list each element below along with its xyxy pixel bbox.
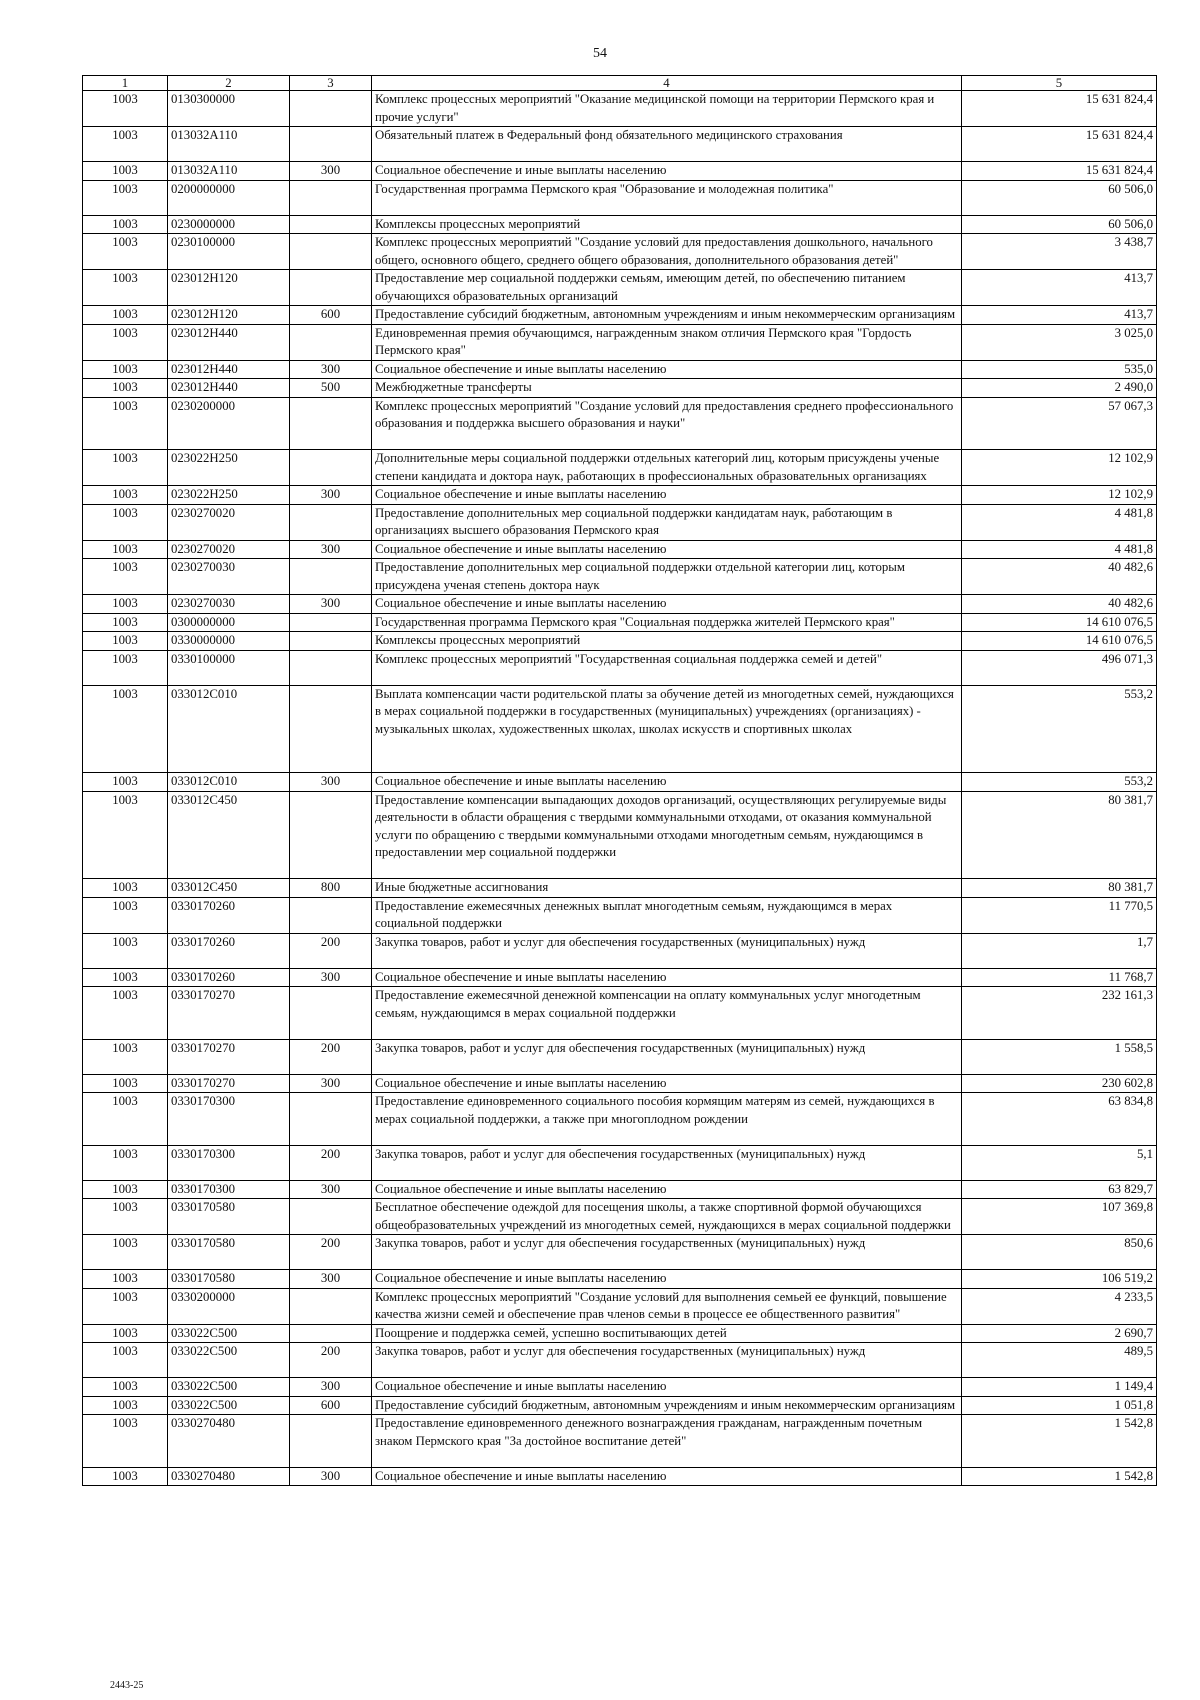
target-code-cell: 0330270480 xyxy=(168,1467,290,1486)
amount-cell: 14 610 076,5 xyxy=(962,632,1157,651)
amount-cell: 232 161,3 xyxy=(962,987,1157,1040)
description-cell: Комплекс процессных мероприятий "Оказание медицинской помощи на территории Пермского края и прочие услуги" xyxy=(372,91,962,127)
table-header-row xyxy=(83,76,1157,91)
table-row xyxy=(83,1343,1157,1378)
expense-type-cell xyxy=(290,324,372,360)
section-code-cell: 1003 xyxy=(83,650,168,685)
target-code-cell: 023022Н250 xyxy=(168,486,290,505)
target-code-cell: 013032А110 xyxy=(168,127,290,162)
target-code-cell: 0300000000 xyxy=(168,613,290,632)
description-cell: Предоставление единовременного денежного вознаграждения гражданам, награжденным почетным знаком Пермского края "За достойное воспитание детей" xyxy=(372,1415,962,1468)
target-code-cell: 023012Н440 xyxy=(168,360,290,379)
section-code-cell: 1003 xyxy=(83,1145,168,1180)
description-cell: Закупка товаров, работ и услуг для обеспечения государственных (муниципальных) нужд xyxy=(372,1343,962,1378)
target-code-cell: 023012Н120 xyxy=(168,270,290,306)
expense-type-cell xyxy=(290,91,372,127)
expense-type-cell xyxy=(290,397,372,450)
target-code-cell: 0330170580 xyxy=(168,1270,290,1289)
target-code-cell: 0330170300 xyxy=(168,1145,290,1180)
amount-cell: 413,7 xyxy=(962,270,1157,306)
section-code-cell: 1003 xyxy=(83,1074,168,1093)
section-code-cell: 1003 xyxy=(83,1324,168,1343)
target-code-cell: 033022С500 xyxy=(168,1378,290,1397)
target-code-cell: 0230270030 xyxy=(168,595,290,614)
amount-cell: 3 438,7 xyxy=(962,234,1157,270)
description-cell: Поощрение и поддержка семей, успешно воспитывающих детей xyxy=(372,1324,962,1343)
section-code-cell: 1003 xyxy=(83,1343,168,1378)
amount-cell: 535,0 xyxy=(962,360,1157,379)
description-cell: Социальное обеспечение и иные выплаты населению xyxy=(372,773,962,792)
table-row xyxy=(83,1467,1157,1486)
amount-cell: 12 102,9 xyxy=(962,450,1157,486)
table-row xyxy=(83,360,1157,379)
expense-type-cell: 300 xyxy=(290,1074,372,1093)
description-cell: Государственная программа Пермского края "Социальная поддержка жителей Пермского края" xyxy=(372,613,962,632)
section-code-cell: 1003 xyxy=(83,613,168,632)
target-code-cell: 0230000000 xyxy=(168,215,290,234)
expense-type-cell: 300 xyxy=(290,1180,372,1199)
section-code-cell: 1003 xyxy=(83,127,168,162)
section-code-cell: 1003 xyxy=(83,1467,168,1486)
target-code-cell: 0230100000 xyxy=(168,234,290,270)
expense-type-cell xyxy=(290,1199,372,1235)
expense-type-cell xyxy=(290,897,372,933)
table-row xyxy=(83,1378,1157,1397)
expense-type-cell xyxy=(290,685,372,773)
description-cell: Социальное обеспечение и иные выплаты населению xyxy=(372,360,962,379)
section-code-cell: 1003 xyxy=(83,559,168,595)
section-code-cell: 1003 xyxy=(83,595,168,614)
amount-cell: 496 071,3 xyxy=(962,650,1157,685)
expense-type-cell: 300 xyxy=(290,486,372,505)
target-code-cell: 0200000000 xyxy=(168,180,290,215)
section-code-cell: 1003 xyxy=(83,632,168,651)
expense-type-cell: 300 xyxy=(290,360,372,379)
table-row xyxy=(83,1235,1157,1270)
expense-type-cell: 300 xyxy=(290,162,372,181)
target-code-cell: 033012С010 xyxy=(168,773,290,792)
amount-cell: 489,5 xyxy=(962,1343,1157,1378)
amount-cell: 553,2 xyxy=(962,685,1157,773)
expense-type-cell xyxy=(290,180,372,215)
amount-cell: 413,7 xyxy=(962,306,1157,325)
target-code-cell: 033012С450 xyxy=(168,791,290,879)
description-cell: Социальное обеспечение и иные выплаты населению xyxy=(372,1378,962,1397)
target-code-cell: 0330170260 xyxy=(168,933,290,968)
amount-cell: 60 506,0 xyxy=(962,180,1157,215)
section-code-cell: 1003 xyxy=(83,215,168,234)
amount-cell: 11 770,5 xyxy=(962,897,1157,933)
description-cell: Комплекс процессных мероприятий "Создание условий для предоставления дошкольного, начального общего, основного общего, среднего общего образования, дополнительного образования детей" xyxy=(372,234,962,270)
footer-code: 2443-25 xyxy=(110,1680,144,1691)
section-code-cell: 1003 xyxy=(83,773,168,792)
amount-cell: 1 558,5 xyxy=(962,1039,1157,1074)
expense-type-cell xyxy=(290,270,372,306)
description-cell: Предоставление дополнительных мер социальной поддержки отдельной категории лиц, которым присуждена ученая степень доктора наук xyxy=(372,559,962,595)
page-number: 54 xyxy=(593,46,607,61)
description-cell: Комплекс процессных мероприятий "Создание условий для выполнения семьей ее функций, повышение качества жизни семей и обеспечение прав членов семьи в процессе ее общественного развития" xyxy=(372,1288,962,1324)
table-row xyxy=(83,270,1157,306)
table-row xyxy=(83,968,1157,987)
target-code-cell: 0330170270 xyxy=(168,1074,290,1093)
description-cell: Закупка товаров, работ и услуг для обеспечения государственных (муниципальных) нужд xyxy=(372,1145,962,1180)
table-row xyxy=(83,162,1157,181)
section-code-cell: 1003 xyxy=(83,162,168,181)
amount-cell: 850,6 xyxy=(962,1235,1157,1270)
description-cell: Социальное обеспечение и иные выплаты населению xyxy=(372,162,962,181)
section-code-cell: 1003 xyxy=(83,1396,168,1415)
amount-cell: 5,1 xyxy=(962,1145,1157,1180)
description-cell: Закупка товаров, работ и услуг для обеспечения государственных (муниципальных) нужд xyxy=(372,1039,962,1074)
description-cell: Межбюджетные трансферты xyxy=(372,379,962,398)
amount-cell: 1 542,8 xyxy=(962,1467,1157,1486)
amount-cell: 15 631 824,4 xyxy=(962,91,1157,127)
description-cell: Социальное обеспечение и иные выплаты населению xyxy=(372,1467,962,1486)
expense-type-cell xyxy=(290,450,372,486)
target-code-cell: 0330170580 xyxy=(168,1235,290,1270)
target-code-cell: 023012Н440 xyxy=(168,324,290,360)
description-cell: Бесплатное обеспечение одеждой для посещения школы, а также спортивной формой обучающихся общеобразовательных учреждений из многодетных семей, нуждающихся в мерах социальной поддержки xyxy=(372,1199,962,1235)
section-code-cell: 1003 xyxy=(83,1378,168,1397)
description-cell: Государственная программа Пермского края "Образование и молодежная политика" xyxy=(372,180,962,215)
section-code-cell: 1003 xyxy=(83,270,168,306)
section-code-cell: 1003 xyxy=(83,1199,168,1235)
amount-cell: 11 768,7 xyxy=(962,968,1157,987)
expense-type-cell: 800 xyxy=(290,879,372,898)
target-code-cell: 033022С500 xyxy=(168,1343,290,1378)
table-row xyxy=(83,933,1157,968)
description-cell: Обязательный платеж в Федеральный фонд обязательного медицинского страхования xyxy=(372,127,962,162)
description-cell: Комплекс процессных мероприятий "Государственная социальная поддержка семей и детей" xyxy=(372,650,962,685)
expense-type-cell xyxy=(290,987,372,1040)
target-code-cell: 0230270030 xyxy=(168,559,290,595)
description-cell: Предоставление ежемесячных денежных выплат многодетным семьям, нуждающимся в мерах социальной поддержки xyxy=(372,897,962,933)
description-cell: Закупка товаров, работ и услуг для обеспечения государственных (муниципальных) нужд xyxy=(372,933,962,968)
table-row xyxy=(83,1199,1157,1235)
section-code-cell: 1003 xyxy=(83,450,168,486)
table-row xyxy=(83,1396,1157,1415)
table-row xyxy=(83,632,1157,651)
expense-type-cell: 500 xyxy=(290,379,372,398)
expense-type-cell: 200 xyxy=(290,1343,372,1378)
target-code-cell: 033012С010 xyxy=(168,685,290,773)
table-row xyxy=(83,595,1157,614)
amount-cell: 80 381,7 xyxy=(962,791,1157,879)
amount-cell: 12 102,9 xyxy=(962,486,1157,505)
description-cell: Предоставление ежемесячной денежной компенсации на оплату коммунальных услуг многодетным семьям, нуждающимся в мерах социальной поддержки xyxy=(372,987,962,1040)
target-code-cell: 0330000000 xyxy=(168,632,290,651)
section-code-cell: 1003 xyxy=(83,897,168,933)
section-code-cell: 1003 xyxy=(83,324,168,360)
table-row xyxy=(83,324,1157,360)
amount-cell: 2 490,0 xyxy=(962,379,1157,398)
description-cell: Иные бюджетные ассигнования xyxy=(372,879,962,898)
table-row xyxy=(83,773,1157,792)
section-code-cell: 1003 xyxy=(83,540,168,559)
target-code-cell: 023022Н250 xyxy=(168,450,290,486)
section-code-cell: 1003 xyxy=(83,1093,168,1146)
expense-type-cell: 300 xyxy=(290,595,372,614)
section-code-cell: 1003 xyxy=(83,791,168,879)
amount-cell: 15 631 824,4 xyxy=(962,127,1157,162)
table-row xyxy=(83,650,1157,685)
section-code-cell: 1003 xyxy=(83,234,168,270)
section-code-cell: 1003 xyxy=(83,360,168,379)
table-row xyxy=(83,1180,1157,1199)
description-cell: Социальное обеспечение и иные выплаты населению xyxy=(372,540,962,559)
section-code-cell: 1003 xyxy=(83,1235,168,1270)
expense-type-cell xyxy=(290,234,372,270)
amount-cell: 106 519,2 xyxy=(962,1270,1157,1289)
section-code-cell: 1003 xyxy=(83,1415,168,1468)
description-cell: Социальное обеспечение и иные выплаты населению xyxy=(372,595,962,614)
target-code-cell: 0230200000 xyxy=(168,397,290,450)
table-row xyxy=(83,879,1157,898)
table-row xyxy=(83,91,1157,127)
description-cell: Социальное обеспечение и иные выплаты населению xyxy=(372,968,962,987)
target-code-cell: 0330100000 xyxy=(168,650,290,685)
target-code-cell: 0330170300 xyxy=(168,1093,290,1146)
amount-cell: 1 149,4 xyxy=(962,1378,1157,1397)
amount-cell: 15 631 824,4 xyxy=(962,162,1157,181)
expense-type-cell: 300 xyxy=(290,1270,372,1289)
description-cell: Предоставление субсидий бюджетным, автономным учреждениям и иным некоммерческим организациям xyxy=(372,306,962,325)
table-row xyxy=(83,234,1157,270)
description-cell: Предоставление дополнительных мер социальной поддержки кандидатам наук, работающим в организациях высшего образования Пермского края xyxy=(372,504,962,540)
target-code-cell: 033012С450 xyxy=(168,879,290,898)
target-code-cell: 0330170300 xyxy=(168,1180,290,1199)
section-code-cell: 1003 xyxy=(83,968,168,987)
section-code-cell: 1003 xyxy=(83,1288,168,1324)
amount-cell: 14 610 076,5 xyxy=(962,613,1157,632)
expense-type-cell: 300 xyxy=(290,968,372,987)
description-cell: Социальное обеспечение и иные выплаты населению xyxy=(372,486,962,505)
header-col-5: 5 xyxy=(962,76,1157,91)
expense-type-cell xyxy=(290,650,372,685)
budget-table xyxy=(82,75,1157,1486)
target-code-cell: 0330170580 xyxy=(168,1199,290,1235)
table-body xyxy=(83,91,1157,1486)
description-cell: Социальное обеспечение и иные выплаты населению xyxy=(372,1180,962,1199)
description-cell: Комплексы процессных мероприятий xyxy=(372,632,962,651)
section-code-cell: 1003 xyxy=(83,879,168,898)
description-cell: Закупка товаров, работ и услуг для обеспечения государственных (муниципальных) нужд xyxy=(372,1235,962,1270)
expense-type-cell: 300 xyxy=(290,773,372,792)
table-row xyxy=(83,379,1157,398)
expense-type-cell xyxy=(290,1415,372,1468)
table-row xyxy=(83,306,1157,325)
expense-type-cell: 300 xyxy=(290,1467,372,1486)
amount-cell: 4 481,8 xyxy=(962,504,1157,540)
amount-cell: 63 834,8 xyxy=(962,1093,1157,1146)
table-row xyxy=(83,1288,1157,1324)
table-row xyxy=(83,897,1157,933)
section-code-cell: 1003 xyxy=(83,486,168,505)
expense-type-cell: 600 xyxy=(290,1396,372,1415)
expense-type-cell: 300 xyxy=(290,540,372,559)
table-row xyxy=(83,1074,1157,1093)
table-row xyxy=(83,1145,1157,1180)
section-code-cell: 1003 xyxy=(83,504,168,540)
expense-type-cell xyxy=(290,1093,372,1146)
expense-type-cell xyxy=(290,791,372,879)
description-cell: Единовременная премия обучающимся, награжденным знаком отличия Пермского края "Гордость Пермского края" xyxy=(372,324,962,360)
section-code-cell: 1003 xyxy=(83,1039,168,1074)
target-code-cell: 0330170270 xyxy=(168,1039,290,1074)
amount-cell: 230 602,8 xyxy=(962,1074,1157,1093)
target-code-cell: 023012Н120 xyxy=(168,306,290,325)
expense-type-cell xyxy=(290,1288,372,1324)
target-code-cell: 0130300000 xyxy=(168,91,290,127)
expense-type-cell xyxy=(290,632,372,651)
expense-type-cell xyxy=(290,613,372,632)
section-code-cell: 1003 xyxy=(83,933,168,968)
description-cell: Предоставление мер социальной поддержки семьям, имеющим детей, по обеспечению питанием обучающихся образовательных организаций xyxy=(372,270,962,306)
amount-cell: 60 506,0 xyxy=(962,215,1157,234)
table-row xyxy=(83,180,1157,215)
amount-cell: 107 369,8 xyxy=(962,1199,1157,1235)
amount-cell: 2 690,7 xyxy=(962,1324,1157,1343)
table-row xyxy=(83,1415,1157,1468)
section-code-cell: 1003 xyxy=(83,987,168,1040)
amount-cell: 57 067,3 xyxy=(962,397,1157,450)
amount-cell: 63 829,7 xyxy=(962,1180,1157,1199)
amount-cell: 80 381,7 xyxy=(962,879,1157,898)
description-cell: Предоставление единовременного социального пособия кормящим матерям из семей, нуждающихся в мерах социальной поддержки, а также при многоплодном рождении xyxy=(372,1093,962,1146)
header-col-4: 4 xyxy=(372,76,962,91)
table-row xyxy=(83,987,1157,1040)
table-row xyxy=(83,450,1157,486)
table-row xyxy=(83,215,1157,234)
table-row xyxy=(83,791,1157,879)
target-code-cell: 013032А110 xyxy=(168,162,290,181)
amount-cell: 1 542,8 xyxy=(962,1415,1157,1468)
table-row xyxy=(83,127,1157,162)
table-row xyxy=(83,559,1157,595)
description-cell: Социальное обеспечение и иные выплаты населению xyxy=(372,1270,962,1289)
target-code-cell: 0330170260 xyxy=(168,897,290,933)
table-row xyxy=(83,397,1157,450)
table-row xyxy=(83,486,1157,505)
expense-type-cell xyxy=(290,127,372,162)
target-code-cell: 033022С500 xyxy=(168,1324,290,1343)
amount-cell: 4 481,8 xyxy=(962,540,1157,559)
expense-type-cell xyxy=(290,215,372,234)
target-code-cell: 0330170270 xyxy=(168,987,290,1040)
target-code-cell: 033022С500 xyxy=(168,1396,290,1415)
description-cell: Комплекс процессных мероприятий "Создание условий для предоставления среднего профессионального образования и поддержка высшего образования и науки" xyxy=(372,397,962,450)
header-col-2: 2 xyxy=(168,76,290,91)
table-row xyxy=(83,1270,1157,1289)
amount-cell: 553,2 xyxy=(962,773,1157,792)
section-code-cell: 1003 xyxy=(83,397,168,450)
description-cell: Социальное обеспечение и иные выплаты населению xyxy=(372,1074,962,1093)
table-row xyxy=(83,1324,1157,1343)
expense-type-cell: 200 xyxy=(290,1145,372,1180)
target-code-cell: 0230270020 xyxy=(168,504,290,540)
section-code-cell: 1003 xyxy=(83,180,168,215)
section-code-cell: 1003 xyxy=(83,379,168,398)
table-row xyxy=(83,1093,1157,1146)
expense-type-cell xyxy=(290,1324,372,1343)
expense-type-cell: 200 xyxy=(290,933,372,968)
target-code-cell: 0330200000 xyxy=(168,1288,290,1324)
expense-type-cell xyxy=(290,559,372,595)
amount-cell: 1,7 xyxy=(962,933,1157,968)
expense-type-cell xyxy=(290,504,372,540)
amount-cell: 3 025,0 xyxy=(962,324,1157,360)
amount-cell: 40 482,6 xyxy=(962,559,1157,595)
amount-cell: 4 233,5 xyxy=(962,1288,1157,1324)
table-row xyxy=(83,685,1157,773)
expense-type-cell: 600 xyxy=(290,306,372,325)
description-cell: Предоставление субсидий бюджетным, автономным учреждениям и иным некоммерческим организациям xyxy=(372,1396,962,1415)
description-cell: Дополнительные меры социальной поддержки отдельных категорий лиц, которым присуждены ученые степени кандидата и доктора наук, работающих в профессиональных образовательных организациях xyxy=(372,450,962,486)
expense-type-cell: 200 xyxy=(290,1235,372,1270)
target-code-cell: 0330170260 xyxy=(168,968,290,987)
header-col-1: 1 xyxy=(83,76,168,91)
table-row xyxy=(83,613,1157,632)
description-cell: Предоставление компенсации выпадающих доходов организаций, осуществляющих регулируемые виды деятельности в области обращения с твердыми коммунальными отходами, от оказания коммунальной услуги по обращению с твердыми коммунальными отходами многодетным семьям, нуждающимся в предоставлении мер социальной поддержки xyxy=(372,791,962,879)
section-code-cell: 1003 xyxy=(83,306,168,325)
amount-cell: 40 482,6 xyxy=(962,595,1157,614)
header-col-3: 3 xyxy=(290,76,372,91)
section-code-cell: 1003 xyxy=(83,91,168,127)
description-cell: Выплата компенсации части родительской платы за обучение детей из многодетных семей, нуждающихся в мерах социальной поддержки в государственных (муниципальных) учреждениях (организациях) - музыкальных школах, художественных школах, школах искусств и спортивных школах xyxy=(372,685,962,773)
section-code-cell: 1003 xyxy=(83,1180,168,1199)
table-row xyxy=(83,1039,1157,1074)
target-code-cell: 0230270020 xyxy=(168,540,290,559)
target-code-cell: 0330270480 xyxy=(168,1415,290,1468)
table-row xyxy=(83,504,1157,540)
section-code-cell: 1003 xyxy=(83,1270,168,1289)
expense-type-cell: 200 xyxy=(290,1039,372,1074)
target-code-cell: 023012Н440 xyxy=(168,379,290,398)
table-row xyxy=(83,540,1157,559)
section-code-cell: 1003 xyxy=(83,685,168,773)
description-cell: Комплексы процессных мероприятий xyxy=(372,215,962,234)
expense-type-cell: 300 xyxy=(290,1378,372,1397)
amount-cell: 1 051,8 xyxy=(962,1396,1157,1415)
